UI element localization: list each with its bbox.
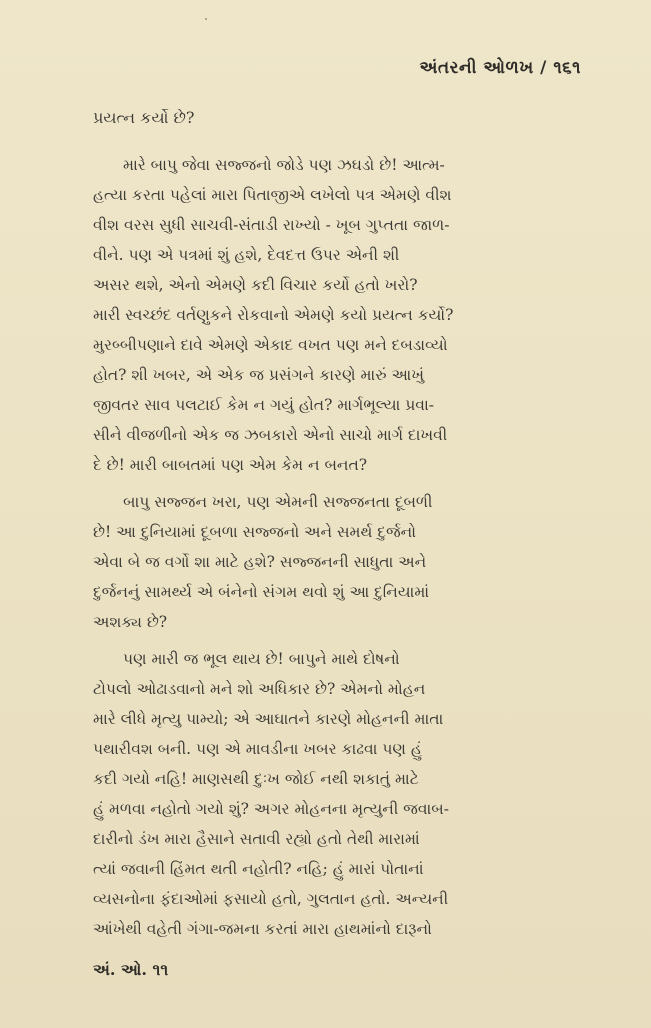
text-line: ટોપલો ઓઢાડવાનો મને શો અધિકાર છે? એમનો મોહન	[93, 680, 426, 698]
text-line: કદી ગયો નહિ! માણસથી દુઃખ જોઈ નથી શકાતું માટે	[93, 770, 419, 788]
text-line: દુર્જનનું સામર્થ્ય એ બંનેનો સંગમ થવો શું આ દુનિયામાં	[93, 583, 430, 601]
text-line: પણ મારી જ ભૂલ થાય છે! બાપુને માથે દોષનો	[123, 650, 400, 668]
continued-line: પ્રયત્ન કર્યો છે?	[93, 108, 195, 127]
paragraph-3	[93, 644, 571, 944]
text-line: મારે લીધે મૃત્યુ પામ્યો; એ આઘાતને કારણે મોહનની માતા	[93, 710, 444, 728]
text-line: અસર થશે, એનો એમણે કદી વિચાર કર્યો હતો ખરો?	[93, 276, 418, 294]
text-line: વીને. પણ એ પત્રમાં શું હશે, દેવદત્ત ઉપર એની શી	[93, 246, 400, 264]
paragraph-1	[93, 150, 571, 480]
text-line: હું મળવા નહોતો ગયો શું? અગર મોહનના મૃત્યુની જવાબ-	[93, 800, 449, 818]
text-line: વીશ વરસ સુધી સાચવી-સંતાડી રાખ્યો - ખૂબ ગુપ્તતા જાળ-	[93, 216, 450, 234]
text-line: મુરબ્બીપણાને દાવે એમણે એકાદ વખત પણ મને દબડાવ્યો	[93, 336, 448, 354]
signature-mark: અં. ઓ. ૧૧	[93, 960, 169, 979]
text-line: દે છે! મારી બાબતમાં પણ એમ કેમ ન બનત?	[93, 456, 368, 474]
text-line: વ્યસનોના ફંદાઓમાં ફસાયો હતો, ગુલતાન હતો. અન્યની	[93, 890, 449, 908]
text-line: પથારીવશ બની. પણ એ માવડીના ખબર કાઢવા પણ હું	[93, 740, 422, 758]
text-line: બાપુ સજ્જન ખરા, પણ એમની સજ્જનતા દૂબળી	[123, 493, 433, 511]
text-line: દારીનો ડંખ મારા હૈસાને સતાવી રહ્યો હતો તેથી મારામાં	[93, 830, 420, 848]
text-line: આંખેથી વહેતી ગંગા-જમના કરતાં મારા હાથમાંનો દારૂનો	[93, 920, 432, 938]
text-line: એવા બે જ વર્ગો શા માટે હશે? સજ્જનની સાધુતા અને	[93, 553, 427, 571]
text-line: હત્યા કરતા પહેલાં મારા પિતાજીએ લખેલો પત્ર એમણે વીશ	[93, 186, 452, 204]
paragraph-2	[93, 487, 571, 637]
text-line: સીને વીજળીનો એક જ ઝબકારો એનો સાચો માર્ગ દાખવી	[93, 426, 448, 444]
text-line: જીવતર સાવ પલટાઈ કેમ ન ગયું હોત? માર્ગભૂલ્યા પ્રવા-	[93, 396, 435, 414]
running-header: અંતરની ઓળખ / ૧૬૧	[419, 58, 581, 78]
text-line: હોત? શી ખબર, એ એક જ પ્રસંગને કારણે મારું આખું	[93, 366, 424, 384]
text-line: છે! આ દુનિયામાં દૂબળા સજ્જનો અને સમર્થ દુર્જનો	[93, 523, 417, 541]
paper-speck	[205, 18, 207, 20]
body-text	[93, 150, 571, 951]
text-line: મારે બાપુ જેવા સજ્જનો જોડે પણ ઝઘડો છે! આત્મ-	[123, 156, 445, 174]
text-line: અશક્ય છે?	[93, 613, 168, 631]
text-line: ત્યાં જવાની હિંમત થતી નહોતી? નહિ; હું મારાં પોતાનાં	[93, 860, 424, 878]
text-line: મારી સ્વચ્છંદ વર્તણુકને રોકવાનો એમણે કયો પ્રયત્ન કર્યો?	[93, 306, 454, 324]
